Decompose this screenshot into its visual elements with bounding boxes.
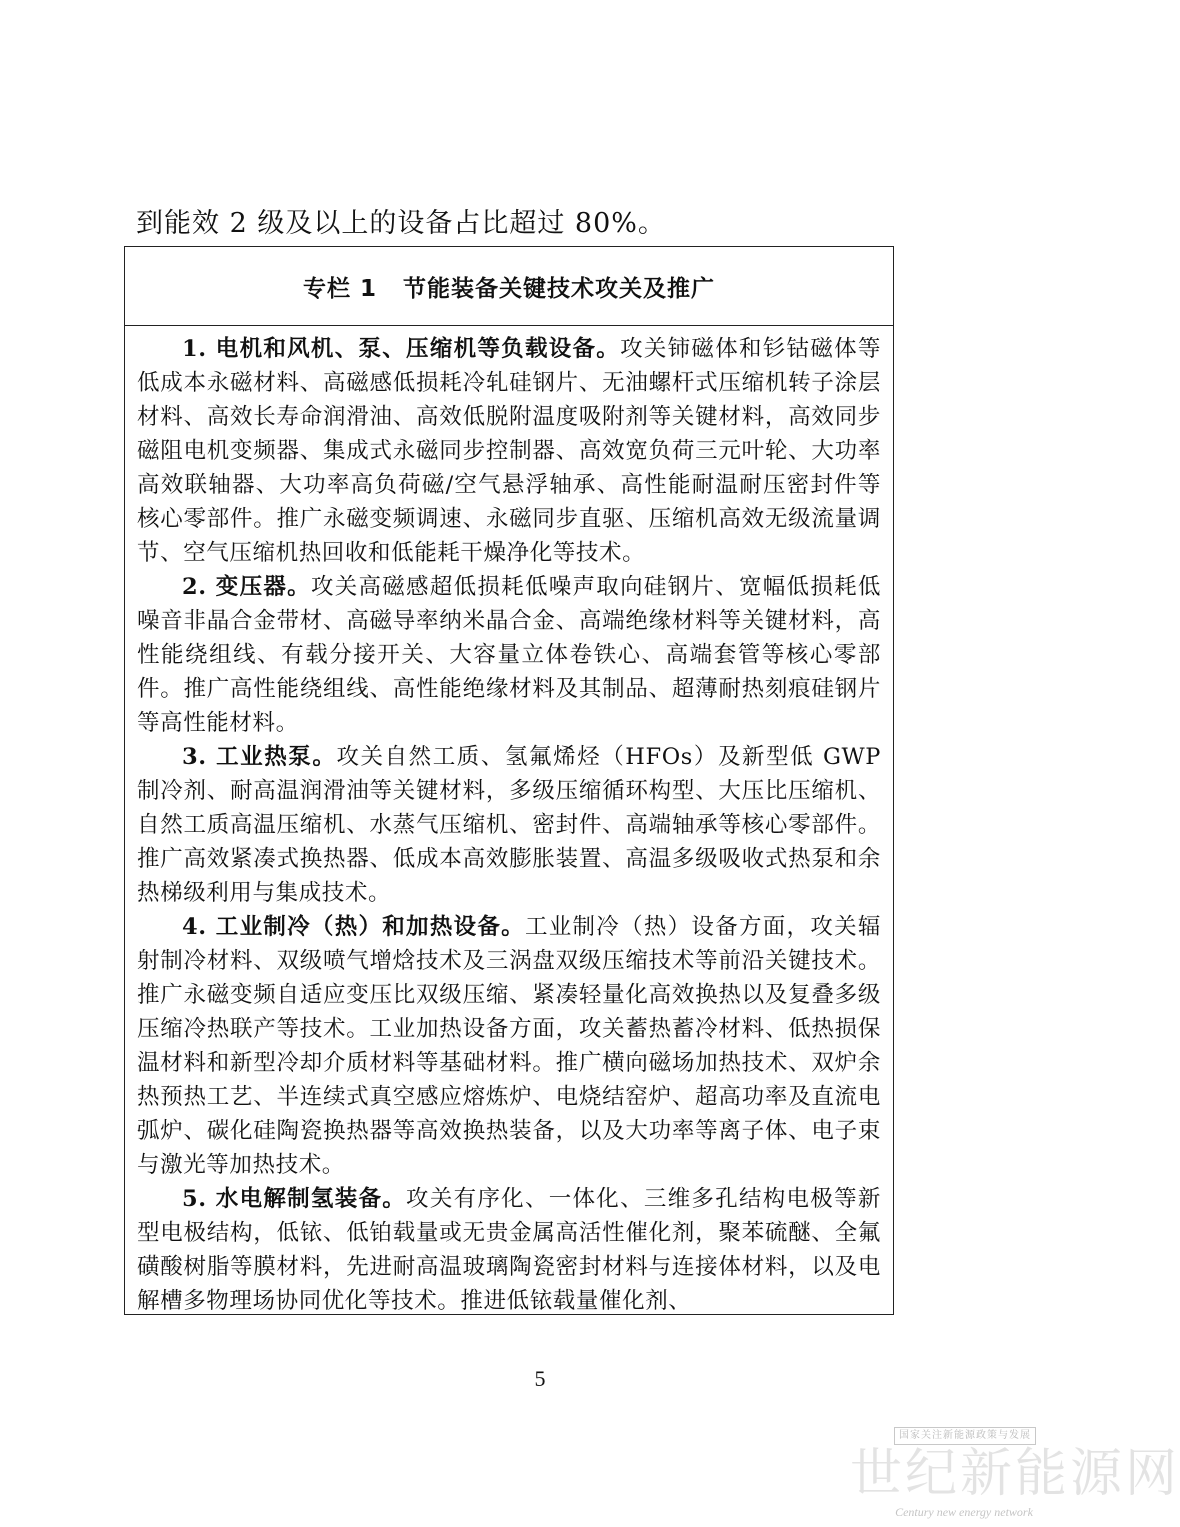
column-box xyxy=(124,246,894,1315)
column-title-text: 节能装备关键技术攻关及推广 xyxy=(403,275,715,302)
item-body: 攻关自然工质、氢氟烯烃（HFOs）及新型低 GWP 制冷剂、耐高温润滑油等关键材料，多级压缩循环构型、大压比压缩机、自然工质高温压缩机、水蒸气压缩机、密封件、高端轴承等核心零部件。推广高效紧凑式换热器、低成本高效膨胀装置、高温多级吸收式热泵和余热梯级利用与集成技术。 xyxy=(137,744,882,906)
item-body: 攻关铈磁体和钐钴磁体等低成本永磁材料、高磁感低损耗冷轧硅钢片、无油螺杆式压缩机转子涂层材料、高效长寿命润滑油、高效低脱附温度吸附剂等关键材料，高效同步磁阻电机变频器、集成式永磁同步控制器、高效宽负荷三元叶轮、大功率高效联轴器、大功率高负荷磁/空气悬浮轴承、高性能耐温耐压密封件等核心零部件。推广永磁变频调速、永磁同步直驱、压缩机高效无级流量调节、空气压缩机热回收和低能耗干燥净化等技术。 xyxy=(137,336,881,566)
watermark-logo xyxy=(850,1427,1180,1523)
item-2 xyxy=(137,570,881,740)
watermark-title: 世纪新能源网 xyxy=(850,1444,1180,1504)
item-3 xyxy=(137,740,881,910)
item-body: 攻关高磁感超低损耗低噪声取向硅钢片、宽幅低损耗低噪音非晶合金带材、高磁导率纳米晶合金、高端绝缘材料等关键材料，高性能绕组线、有载分接开关、大容量立体卷铁心、高端套管等核心零部件。推广高性能绕组线、高性能绝缘材料及其制品、超薄耐热刻痕硅钢片等高性能材料。 xyxy=(137,574,881,736)
page-number: 5 xyxy=(534,1366,546,1391)
item-heading: 4. 工业制冷（热）和加热设备。 xyxy=(182,914,525,940)
column-body xyxy=(125,326,893,1318)
item-4 xyxy=(137,910,881,1182)
item-heading: 1. 电机和风机、泵、压缩机等负载设备。 xyxy=(182,336,621,362)
item-heading: 3. 工业热泵。 xyxy=(182,744,337,770)
column-number: 专栏 1 xyxy=(302,275,377,302)
watermark-subtitle: Century new energy network xyxy=(895,1505,1033,1519)
lead-paragraph: 到能效 2 级及以上的设备占比超过 80%。 xyxy=(136,208,666,239)
item-heading: 2. 变压器。 xyxy=(182,574,311,600)
item-1 xyxy=(137,332,881,570)
item-heading: 5. 水电解制氢装备。 xyxy=(182,1186,407,1212)
watermark-banner: 国家关注新能源政策与发展 xyxy=(894,1427,1036,1445)
item-body: 工业制冷（热）设备方面，攻关辐射制冷材料、双级喷气增焓技术及三涡盘双级压缩技术等前沿关键技术。推广永磁变频自适应变压比双级压缩、紧凑轻量化高效换热以及复叠多级压缩冷热联产等技术。工业加热设备方面，攻关蓄热蓄冷材料、低热损保温材料和新型冷却介质材料等基础材料。推广横向磁场加热技术、双炉余热预热工艺、半连续式真空感应熔炼炉、电烧结窑炉、超高功率及直流电弧炉、碳化硅陶瓷换热器等高效换热装备，以及大功率等离子体、电子束与激光等加热技术。 xyxy=(137,914,881,1178)
item-5 xyxy=(137,1182,881,1318)
item-body: 攻关有序化、一体化、三维多孔结构电极等新型电极结构，低铱、低铂载量或无贵金属高活性催化剂，聚苯硫醚、全氟磺酸树脂等膜材料，先进耐高温玻璃陶瓷密封材料与连接体材料，以及电解槽多物理场协同优化等技术。推进低铱载量催化剂、 xyxy=(137,1186,881,1314)
column-title xyxy=(125,247,893,326)
